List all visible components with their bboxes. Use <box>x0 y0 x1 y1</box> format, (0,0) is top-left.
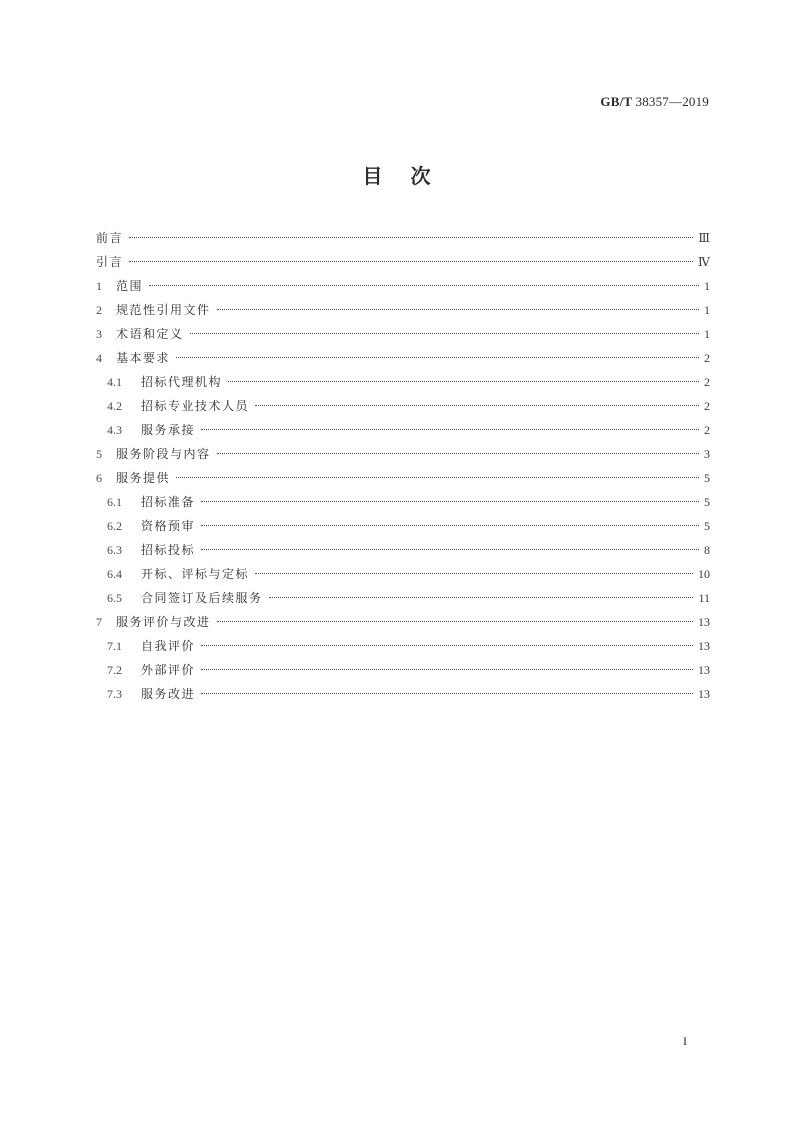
toc-entry[interactable] <box>96 562 710 586</box>
toc-dot-leader <box>176 357 699 358</box>
toc-entry-page: 1 <box>704 303 710 317</box>
toc-dot-leader <box>217 453 699 454</box>
toc-entry[interactable] <box>96 490 710 514</box>
toc-dot-leader <box>217 309 699 310</box>
toc-entry-number: 4.3 <box>107 423 122 437</box>
toc-entry-page: 5 <box>704 519 710 533</box>
toc-entry-label: 招标准备 <box>141 495 196 509</box>
toc-entry-label: 范围 <box>116 279 144 293</box>
toc-entry-page: 13 <box>698 663 710 677</box>
toc-entry-page: 13 <box>698 687 710 701</box>
toc-entry-page: 11 <box>698 591 710 605</box>
toc-entry-label: 招标专业技术人员 <box>141 399 250 413</box>
toc-entry-label: 基本要求 <box>116 351 171 365</box>
toc-entry[interactable] <box>96 538 710 562</box>
toc-entry-page: 5 <box>704 495 710 509</box>
toc-entry-number: 4.1 <box>107 375 122 389</box>
table-of-contents <box>96 226 710 706</box>
toc-entry[interactable] <box>96 658 710 682</box>
toc-entry-label: 自我评价 <box>141 639 196 653</box>
toc-entry-page: 2 <box>704 399 710 413</box>
standard-number: 38357—2019 <box>635 94 709 109</box>
toc-entry-number: 2 <box>96 303 102 317</box>
toc-entry-number: 1 <box>96 279 102 293</box>
toc-entry-label: 术语和定义 <box>116 327 184 341</box>
toc-dot-leader <box>201 525 699 526</box>
toc-dot-leader <box>201 549 699 550</box>
toc-entry-page: 3 <box>704 447 710 461</box>
toc-entry-number: 5 <box>96 447 102 461</box>
toc-entry[interactable] <box>96 226 710 250</box>
toc-entry-label: 引言 <box>96 255 124 269</box>
toc-entry-label: 服务评价与改进 <box>116 615 211 629</box>
toc-entry-page: 10 <box>698 567 710 581</box>
toc-entry[interactable] <box>96 394 710 418</box>
toc-dot-leader <box>201 645 693 646</box>
toc-entry-label: 服务提供 <box>116 471 171 485</box>
toc-entry-page: Ⅲ <box>698 231 710 245</box>
toc-dot-leader <box>255 405 699 406</box>
toc-entry-number: 3 <box>96 327 102 341</box>
toc-entry-number: 7.1 <box>107 639 122 653</box>
toc-dot-leader <box>201 693 693 694</box>
toc-entry[interactable] <box>96 346 710 370</box>
toc-entry-number: 6.2 <box>107 519 122 533</box>
toc-entry-label: 招标投标 <box>141 543 196 557</box>
toc-entry-number: 7.2 <box>107 663 122 677</box>
toc-entry[interactable] <box>96 274 710 298</box>
toc-entry[interactable] <box>96 250 710 274</box>
toc-entry-number: 4 <box>96 351 102 365</box>
toc-dot-leader <box>201 669 693 670</box>
toc-entry-label: 服务承接 <box>141 423 196 437</box>
toc-dot-leader <box>269 597 694 598</box>
toc-entry-number: 7.3 <box>107 687 122 701</box>
toc-entry[interactable] <box>96 298 710 322</box>
toc-entry-number: 6.4 <box>107 567 122 581</box>
toc-dot-leader <box>190 333 699 334</box>
toc-dot-leader <box>176 477 699 478</box>
standard-code <box>600 94 709 110</box>
toc-entry[interactable] <box>96 322 710 346</box>
toc-entry[interactable] <box>96 442 710 466</box>
toc-entry[interactable] <box>96 370 710 394</box>
toc-dot-leader <box>129 237 693 238</box>
toc-entry-page: 13 <box>698 615 710 629</box>
toc-entry-page: 2 <box>704 375 710 389</box>
toc-dot-leader <box>201 429 699 430</box>
toc-dot-leader <box>228 381 699 382</box>
toc-entry[interactable] <box>96 514 710 538</box>
toc-dot-leader <box>129 261 693 262</box>
toc-entry-label: 招标代理机构 <box>141 375 223 389</box>
toc-entry-label: 资格预审 <box>141 519 196 533</box>
toc-entry-number: 4.2 <box>107 399 122 413</box>
toc-entry-page: 5 <box>704 471 710 485</box>
toc-entry-page: Ⅳ <box>698 255 710 269</box>
toc-entry-number: 6.5 <box>107 591 122 605</box>
toc-entry[interactable] <box>96 466 710 490</box>
toc-entry-number: 6.1 <box>107 495 122 509</box>
page-number: I <box>683 1034 687 1048</box>
toc-entry-label: 开标、评标与定标 <box>141 567 250 581</box>
toc-entry-page: 1 <box>704 279 710 293</box>
standard-prefix: GB/T <box>600 94 633 109</box>
toc-entry-page: 2 <box>704 351 710 365</box>
toc-entry-label: 外部评价 <box>141 663 196 677</box>
toc-entry-label: 合同签订及后续服务 <box>141 591 263 605</box>
toc-entry-label: 服务阶段与内容 <box>116 447 211 461</box>
toc-entry[interactable] <box>96 586 710 610</box>
page-title: 目次 <box>362 164 459 188</box>
toc-entry[interactable] <box>96 682 710 706</box>
toc-entry-page: 1 <box>704 327 710 341</box>
toc-dot-leader <box>201 501 699 502</box>
toc-entry-page: 2 <box>704 423 710 437</box>
toc-entry-label: 前言 <box>96 231 124 245</box>
toc-entry[interactable] <box>96 418 710 442</box>
toc-dot-leader <box>217 621 693 622</box>
toc-entry[interactable] <box>96 634 710 658</box>
toc-dot-leader <box>255 573 693 574</box>
toc-entry[interactable] <box>96 610 710 634</box>
toc-entry-number: 7 <box>96 615 102 629</box>
toc-entry-label: 服务改进 <box>141 687 196 701</box>
toc-entry-number: 6 <box>96 471 102 485</box>
toc-entry-page: 13 <box>698 639 710 653</box>
toc-dot-leader <box>149 285 699 286</box>
toc-entry-page: 8 <box>704 543 710 557</box>
toc-entry-label: 规范性引用文件 <box>116 303 211 317</box>
toc-entry-number: 6.3 <box>107 543 122 557</box>
